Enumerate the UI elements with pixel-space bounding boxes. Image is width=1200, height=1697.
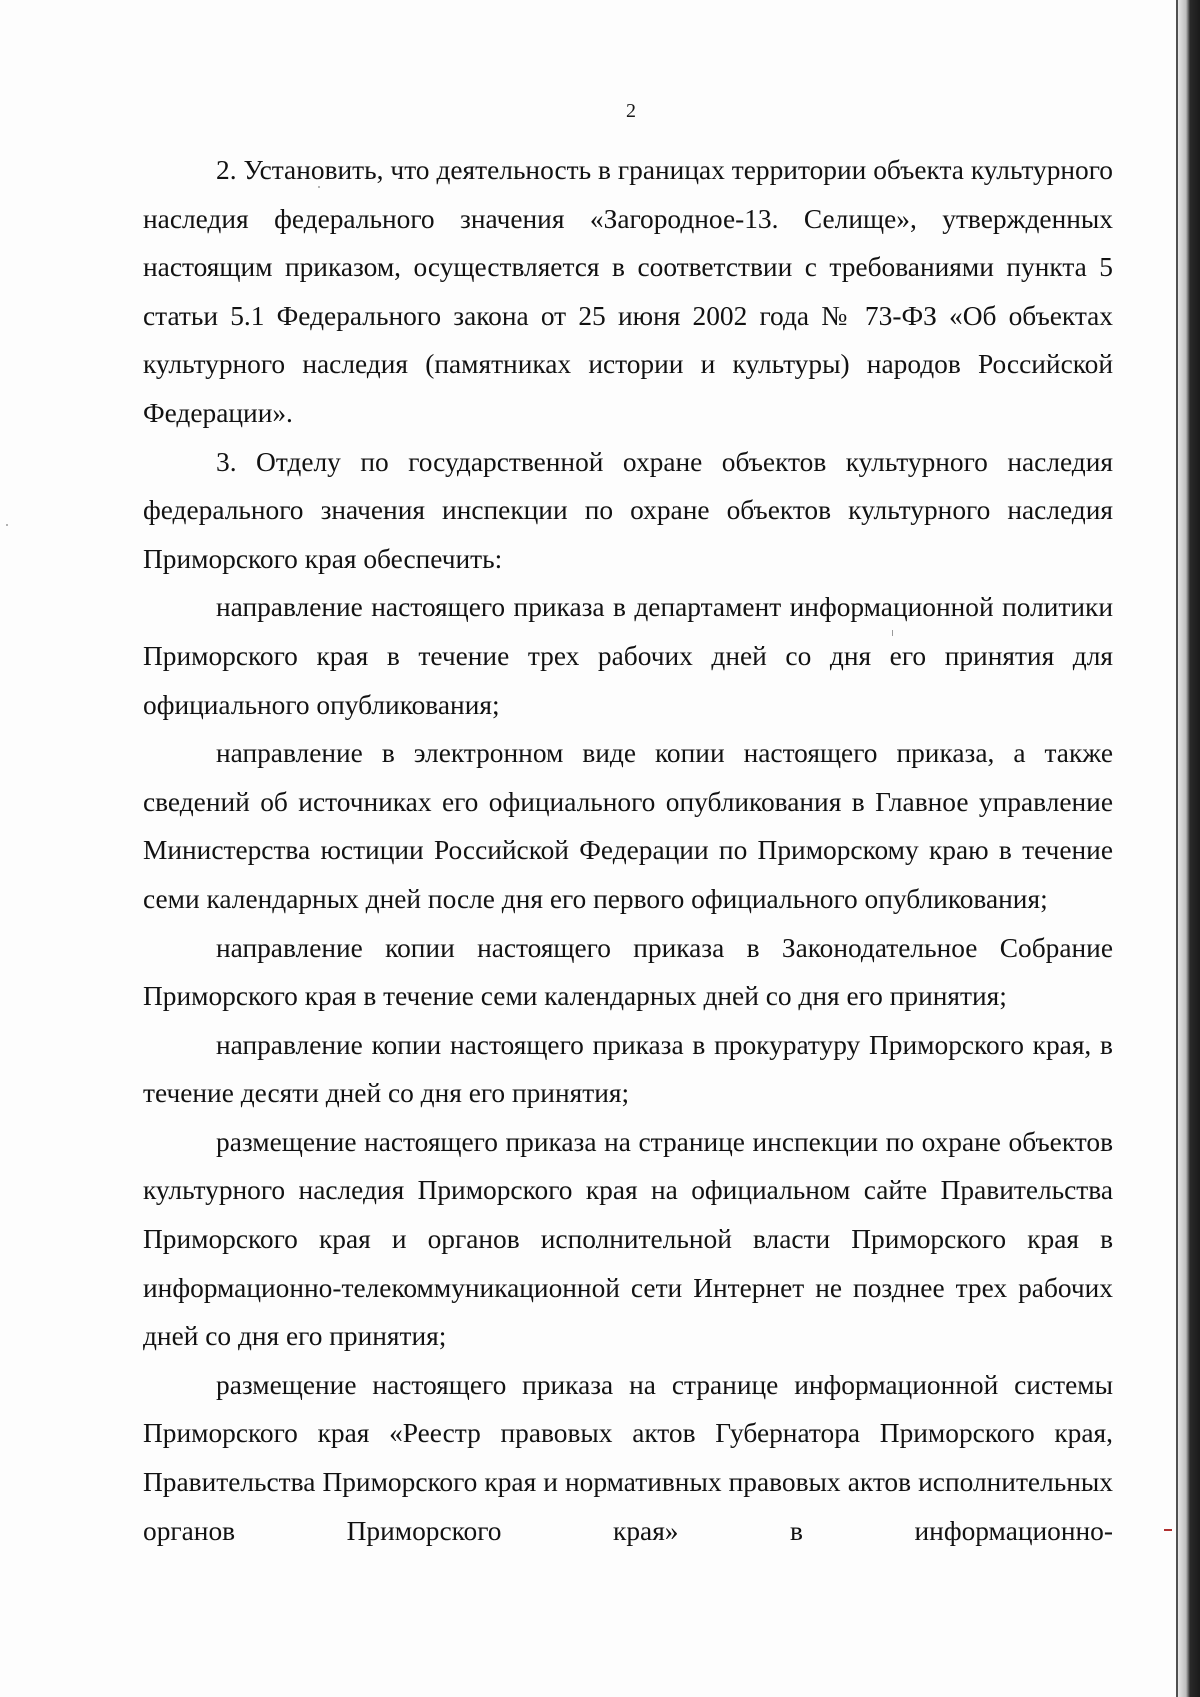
paragraph-item-3: 3. Отделу по государственной охране объектов культурного наследия федерального значения инспекции по охране объектов культурного наследия Приморского края обеспечить: [143, 446, 1113, 574]
scan-red-mark [1164, 1529, 1172, 1531]
page-number: 2 [626, 100, 636, 122]
paragraph-item-2: 2. Установить, что деятельность в границах территории объекта культурного наследия федерального значения «Загородное-13. Селище», утвержденных настоящим приказом, осуществляется в соответствии с требованиями пункта 5 статьи 5.1 Федерального закона от 25 июня 2002 года № 73-ФЗ «Об объектах культурного наследия (памятниках истории и культуры) народов Российской Федерации». [143, 155, 1113, 428]
paragraph-publication-info-policy: направление настоящего приказа в департамент информационной политики Приморского края в течение трех рабочих дней со дня его принятия для официального опубликования; [143, 592, 1113, 720]
paragraph-prosecutor: направление копии настоящего приказа в прокуратуру Приморского края, в течение десяти дней со дня его принятия; [143, 1029, 1113, 1109]
paragraph-inspection-website: размещение настоящего приказа на странице инспекции по охране объектов культурного наследия Приморского края на официальном сайте Правительства Приморского края и органов исполнительной власти Приморского края в информационно-телекоммуникационной сети Интернет не позднее трех рабочих дней со дня его принятия; [143, 1126, 1113, 1352]
paragraph-legislative-assembly: направление копии настоящего приказа в Законодательное Собрание Приморского края в течение семи календарных дней со дня его принятия; [143, 932, 1113, 1012]
scan-speck [892, 630, 893, 636]
scan-edge-shadow [1178, 0, 1200, 1697]
scan-speck [6, 524, 8, 526]
paragraph-ministry-of-justice: направление в электронном виде копии настоящего приказа, а также сведений об источниках его официального опубликования в Главное управление Министерства юстиции Российской Федерации по Приморскому краю в течение семи календарных дней после дня его первого официального опубликования; [143, 738, 1113, 914]
document-body [143, 146, 1113, 1555]
paragraph-legal-acts-registry: размещение настоящего приказа на странице информационной системы Приморского края «Реестр правовых актов Губернатора Приморского края, Правительства Приморского края и нормативных правовых актов исполнительных органов Приморского края» в информационно- [143, 1369, 1113, 1546]
scan-speck [318, 186, 320, 188]
